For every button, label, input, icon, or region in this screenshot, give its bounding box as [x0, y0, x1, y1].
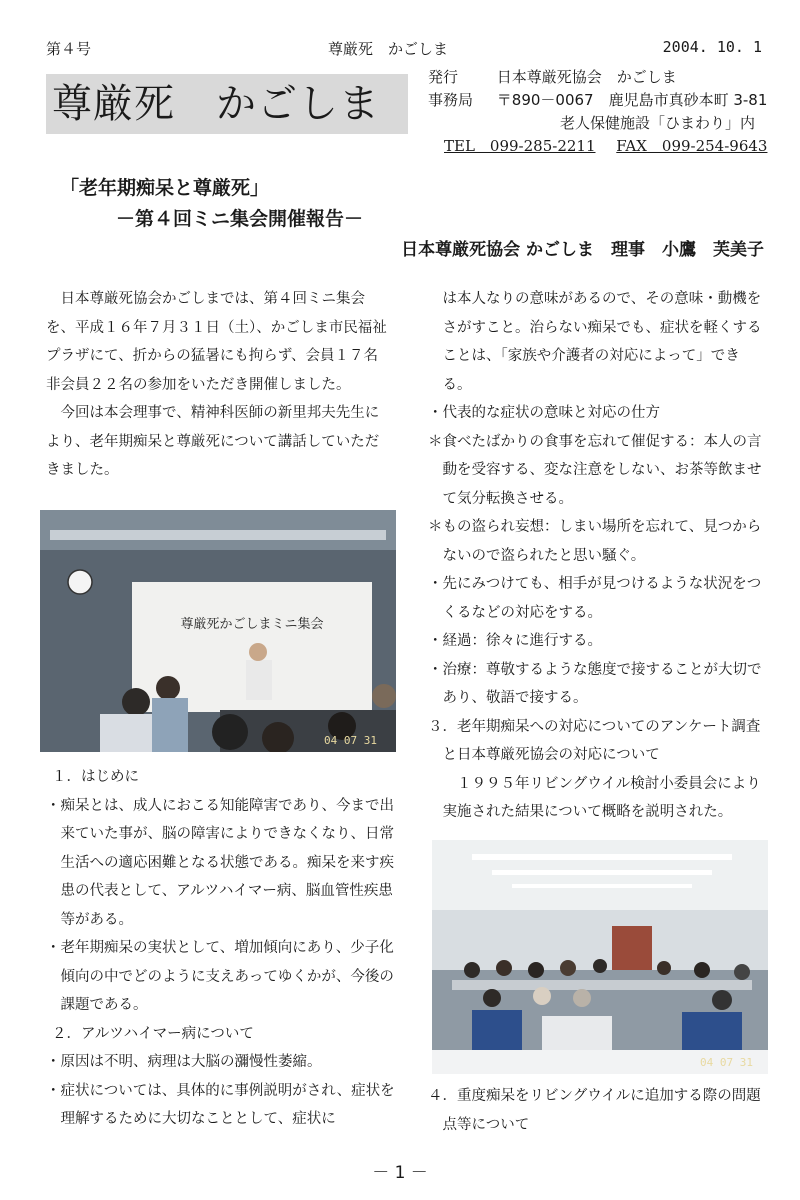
audience-photo [432, 840, 768, 1074]
body-item: ＊もの盗られ妄想：しまい場所を忘れて、見つからないので盗られたと思い騒ぐ。 [428, 519, 762, 564]
contact-row [428, 135, 778, 158]
running-header [46, 38, 762, 60]
article-title: 「老年期痴呆と尊厳死」 [60, 177, 270, 199]
issue-date: 2004. 10. 1 [662, 38, 762, 56]
issuer-name: 日本尊厳死協会 かごしま [496, 68, 677, 86]
issuer-row [428, 66, 778, 89]
article-subtitle: －第４回ミニ集会開催報告－ [116, 208, 364, 230]
body-item: ・症状については、具体的に事例説明がされ、症状を理解するために大切なこととして、症状に [46, 1082, 395, 1127]
body-item: ＊食べたばかりの食事を忘れて催促する：本人の言動を受容する、変な注意をしない、お茶等飲ませて気分転換させる。 [428, 433, 762, 507]
fax-number: FAX 099-254-9643 [616, 137, 768, 155]
running-title: 尊厳死 かごしま [328, 40, 449, 58]
intro-text [46, 285, 392, 485]
intro-paragraph-1: 日本尊厳死協会かごしまでは、第４回ミニ集会を、平成１６年７月３１日（土）、かごしま市民福祉プラザにて、折からの猛暑にも拘らず、会員１７名非会員２２名の参加をいただき開催しました。 [46, 291, 387, 393]
office-row [428, 89, 778, 112]
office-label: 事務局 [428, 91, 474, 109]
article-author: 日本尊厳死協会 かごしま 理事 小鷹 芙美子 [401, 240, 764, 260]
section-heading: １．はじめに [52, 769, 139, 785]
body-continuation: は本人なりの意味があるので、その意味・動機をさがすこと。治らない痴呆でも、症状を軽くすることは、「家族や介護者の対応によって」できる。 [442, 291, 762, 393]
body-item: ・原因は不明、病理は大脳の瀰慢性萎縮。 [46, 1054, 322, 1070]
lecture-photo [40, 510, 396, 752]
section-heading: ３．老年期痴呆への対応についてのアンケート調査と日本尊厳死協会の対応について [428, 718, 761, 763]
body-item: ・治療：尊敬するような態度で接することが大切であり、敬語で接する。 [428, 661, 762, 706]
right-column-tail [428, 1082, 768, 1139]
body-item: ・経過：徐々に進行する。 [428, 633, 602, 649]
body-item: ・痴呆とは、成人におこる知能障害であり、今まで出来ていた事が、脳の障害によりできなくなり、日常生活への適応困難となる状態である。痴呆を来す疾患の代表として、アルツハイマー病、脳血管性疾患等がある。 [46, 797, 394, 928]
office-address: 〒890－0067 鹿児島市真砂本町 3-81 [496, 91, 768, 109]
body-item: ・老年期痴呆の実状として、増加傾向にあり、少子化傾向の中でどのように支えあってゆくかが、今後の課題である。 [46, 940, 394, 1013]
tel-number: TEL 099-285-2211 [444, 137, 596, 155]
publisher-info [428, 66, 778, 158]
photo-date-stamp: 04 07 31 [324, 734, 377, 747]
intro-paragraph-2: 今回は本会理事で、精神科医師の新里邦夫先生により、老年期痴呆と尊厳死について講話していただきました。 [46, 405, 380, 478]
issuer-label: 発行 [428, 68, 459, 86]
clock-icon [68, 570, 92, 594]
banner-text: 尊厳死かごしまミニ集会 [180, 617, 324, 632]
left-column-body [46, 763, 396, 1134]
page-number: － 1 － [372, 1163, 428, 1183]
issue-number: 第４号 [46, 40, 92, 58]
section-heading: ２．アルツハイマー病について [52, 1025, 254, 1042]
body-paragraph: １９９５年リビングウイル検討小委員会により実施された結果について概略を説明された。 [442, 775, 761, 820]
body-item: ・代表的な症状の意味と対応の仕方 [428, 405, 660, 421]
masthead-title: 尊厳死 かごしま [46, 74, 408, 134]
right-column-body [428, 285, 768, 827]
photo-date-stamp: 04 07 31 [700, 1056, 753, 1069]
section-heading: ４．重度痴呆をリビングウイルに追加する際の問題点等について [428, 1088, 761, 1133]
body-item: ・先にみつけても、相手が見つけるような状況をつくるなどの対応をする。 [428, 576, 762, 621]
facility-name: 老人保健施設「ひまわり」内 [560, 114, 756, 132]
